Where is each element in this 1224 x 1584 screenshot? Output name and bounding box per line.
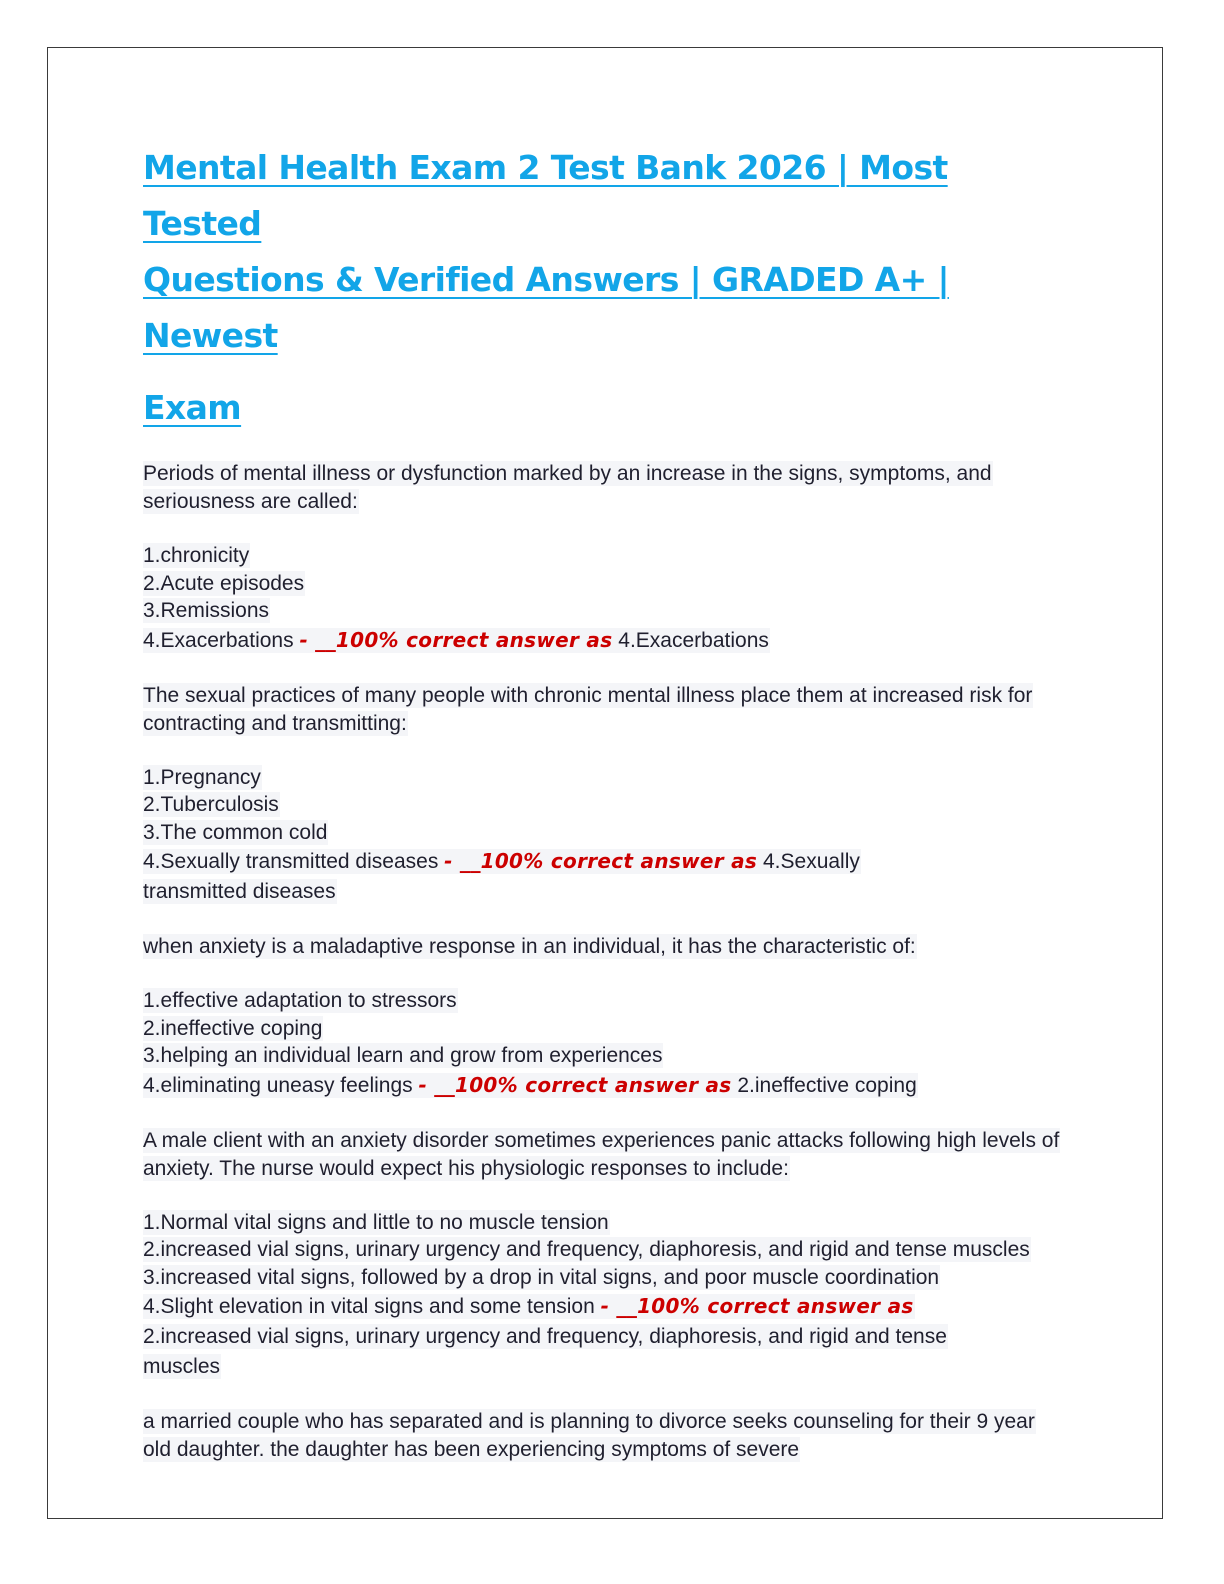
question-text: when anxiety is a maladaptive response in an individual, it has the characteristic of: [143,935,916,958]
question-block-5 [143,1408,1068,1464]
question-text: The sexual practices of many people with chronic mental illness place them at increased risk for contracting and transmitting: [143,683,1033,735]
option-item: 3.increased vital signs, followed by a drop in vital signs, and poor muscle coordination [143,1265,940,1289]
option-item-last: 4.Sexually transmitted diseases [143,850,439,873]
correct-answer: 2.ineffective coping [737,1073,917,1097]
option-item: 1.effective adaptation to stressors [143,989,457,1012]
options-list [143,987,1068,1101]
question-text: A male client with an anxiety disorder sometimes experiences panic attacks following high levels of anxiety. The nurse would expect his physiologic responses to include: [143,1128,1060,1180]
option-item: 3.Remissions [143,599,270,622]
question-block-2 [143,682,1068,908]
title-line-3: Exam [143,388,242,427]
question-block-4 [143,1127,1068,1383]
correct-answer-tag: - __100% correct answer as [299,627,613,652]
option-item: 1.chronicity [143,544,250,567]
question-block-3 [143,933,1068,1101]
document-title [143,140,1068,436]
option-item: 2.Tuberculosis [143,793,279,816]
option-with-answer [143,625,1068,656]
title-line-1: Mental Health Exam 2 Test Bank 2026 | Most Tested [143,148,948,243]
correct-answer: 4.Exacerbations [618,628,769,652]
option-item: 2.Acute episodes [143,571,305,595]
correct-answer: 2.increased vial signs, urinary urgency and frequency, diaphoresis, and rigid and tense muscles [143,1325,947,1378]
correct-answer-tag: - __100% correct answer as [444,849,758,873]
question-text: a married couple who has separated and is planning to divorce seeks counseling for their 9 year old daughter. the daughter has been experiencing symptoms of severe [143,1410,1035,1461]
question-block-1 [143,460,1068,656]
correct-answer-tag: - __100% correct answer as [418,1072,732,1097]
correct-answer: 4.Sexually transmitted diseases [143,850,860,903]
options-list [143,542,1068,656]
options-list [143,764,1068,908]
document-body [143,140,1068,1464]
options-list [143,1209,1068,1383]
option-item: 2.ineffective coping [143,1016,323,1040]
option-item-last: 4.Slight elevation in vital signs and some tension [143,1295,595,1318]
option-with-answer [143,1291,1023,1382]
option-item: 1.Normal vital signs and little to no muscle tension [143,1210,609,1234]
option-item: 1.Pregnancy [143,765,261,789]
option-item-last: 4.eliminating uneasy feelings [143,1073,413,1097]
option-item: 3.helping an individual learn and grow from experiences [143,1044,663,1067]
option-with-answer [143,1070,1068,1101]
option-item-last: 4.Exacerbations [143,628,294,652]
option-item: 2.increased vial signs, urinary urgency and frequency, diaphoresis, and rigid and tense muscles [143,1238,1030,1261]
question-text: Periods of mental illness or dysfunction marked by an increase in the signs, symptoms, and seriousness are called: [143,462,992,513]
option-item: 3.The common cold [143,820,328,844]
title-line-2: Questions & Verified Answers | GRADED A+ | Newest [143,260,949,355]
option-with-answer [143,846,963,907]
correct-answer-tag: - __100% correct answer as [600,1294,914,1318]
